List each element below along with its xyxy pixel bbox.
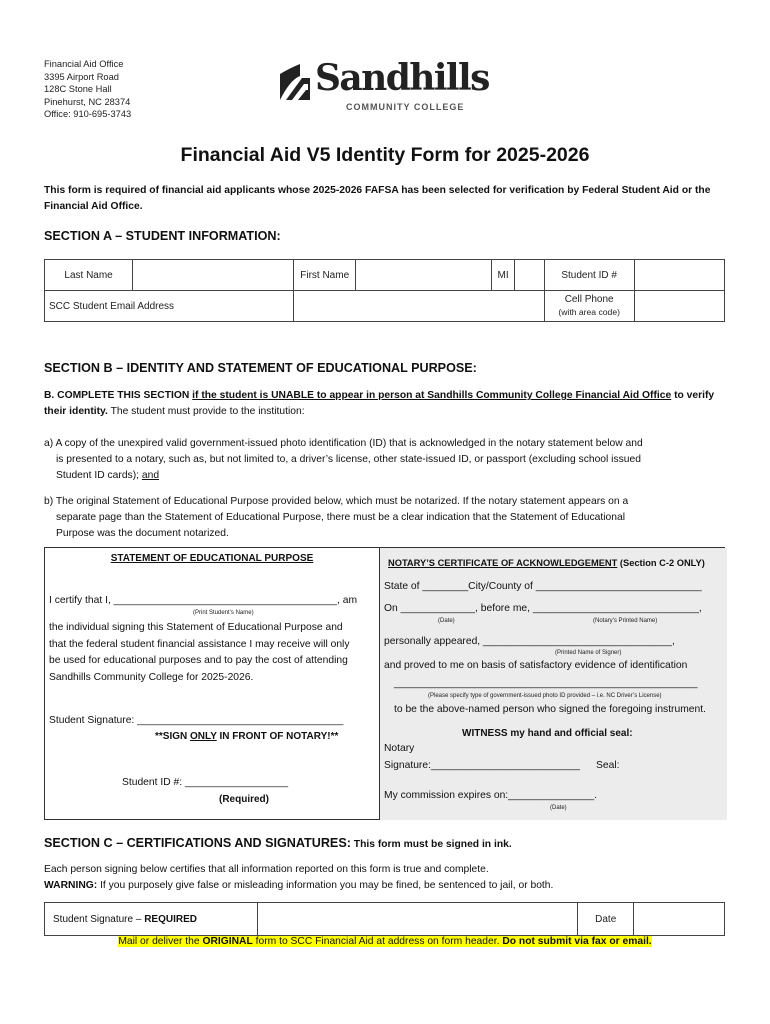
statement-line: the individual signing this Statement of Educational Purpose and — [49, 622, 343, 633]
cell-phone-label — [544, 291, 634, 322]
address-line: 3395 Airport Road — [44, 71, 119, 82]
student-id-line[interactable]: Student ID #: __________________ — [122, 777, 289, 788]
footer-no-fax: Do not submit via fax or email. — [502, 936, 652, 947]
mi-field[interactable] — [515, 260, 544, 291]
statement-line: be used for educational purposes and to pay the cost of attending — [49, 655, 348, 666]
signer-note: (Printed Name of Signer) — [555, 650, 622, 656]
email-field[interactable] — [294, 291, 544, 322]
notary-label: Notary — [384, 743, 415, 754]
footer-middle: form to SCC Financial Aid at address on form header. — [252, 936, 503, 947]
student-id-label: Student ID # — [544, 260, 634, 291]
address-line: 128C Stone Hall — [44, 84, 112, 94]
certify-text: Each person signing below certifies that all information reported on this form is true and complete. — [44, 864, 489, 875]
appeared-line[interactable]: personally appeared, _________________________________, — [384, 636, 675, 647]
last-name-field[interactable] — [133, 260, 294, 291]
email-label-text: SCC Student Email Address — [49, 300, 175, 312]
commission-date-note: (Date) — [550, 805, 567, 811]
first-name-label: First Name — [294, 260, 356, 291]
signature-label-cell — [45, 903, 258, 936]
section-c-heading — [44, 836, 512, 850]
warning-text: If you purposely give false or misleading information you may be fined, be sentenced to jail, or both. — [97, 880, 554, 891]
cell-phone-note: (with area code) — [558, 307, 620, 317]
logo-subtitle: COMMUNITY COLLEGE — [346, 102, 465, 112]
notary-heading-suffix: (Section C-2 ONLY) — [617, 558, 705, 568]
cell-phone-label-text: Cell Phone — [564, 294, 614, 305]
item-a-line: is presented to a notary, such as, but not limited to, a driver’s license, other state-issued ID, or passport (excluding school issued — [56, 454, 641, 465]
state-county-line[interactable]: State of ________City/County of _____________________________ — [384, 581, 702, 592]
footer-prefix: Mail or deliver the — [118, 936, 203, 947]
notary-heading — [388, 558, 705, 568]
section-b-heading: SECTION B – IDENTITY AND STATEMENT OF EDUCATIONAL PURPOSE: — [44, 361, 477, 375]
last-name-label: Last Name — [45, 260, 133, 291]
instr-tail: The student must provide to the institution: — [107, 406, 305, 417]
statement-heading — [45, 553, 379, 564]
sign-prefix: **SIGN — [155, 731, 191, 742]
footer-highlight — [118, 936, 651, 947]
item-a-line: a) A copy of the unexpired valid government-issued photo identification (ID) that is acknowledged in the notary statement below and — [44, 438, 643, 449]
warning-label: WARNING: — [44, 880, 98, 891]
address-line: Pinehurst, NC 28374 — [44, 96, 131, 107]
proved-line: and proved to me on basis of satisfactory evidence of identification — [384, 660, 688, 671]
college-logo — [278, 57, 498, 116]
section-c-note: This form must be signed in ink. — [350, 839, 512, 850]
required-note: (Required) — [219, 794, 269, 805]
student-id-field[interactable] — [634, 260, 724, 291]
statement-notary-box — [44, 547, 725, 820]
signature-table — [44, 902, 725, 936]
cell-phone-field[interactable] — [634, 291, 724, 322]
date-label: Date — [578, 903, 634, 936]
witness-line: WITNESS my hand and official seal: — [462, 728, 633, 739]
sandhills-logo-icon — [278, 64, 312, 102]
email-label — [45, 291, 294, 322]
statement-line: Sandhills Community College for 2025-2026. — [49, 671, 254, 683]
section-c-heading-text: SECTION C – CERTIFICATIONS AND SIGNATURES: — [44, 836, 351, 850]
student-signature-line[interactable]: Student Signature: ____________________________________ — [49, 715, 344, 726]
notary-section — [379, 548, 727, 820]
notary-signature-line[interactable]: Signature:__________________________ — [384, 760, 580, 771]
sign-only: ONLY — [190, 731, 217, 742]
section-a-heading: SECTION A – STUDENT INFORMATION: — [44, 229, 281, 243]
date-field[interactable] — [634, 903, 725, 936]
address-line: Office: 910-695-3743 — [44, 109, 132, 119]
item-b-line: Purpose was the document notarized. — [56, 528, 229, 539]
certify-line: I certify that I, _______________________________________, am — [49, 595, 358, 606]
signature-label: Student Signature – — [53, 913, 145, 925]
on-date-line[interactable]: On _____________, before me, _____________________________, — [384, 603, 702, 614]
page-title: Financial Aid V5 Identity Form for 2025-2026 — [180, 144, 590, 166]
student-signature-field[interactable] — [258, 903, 578, 936]
footer-note — [0, 936, 770, 947]
date-note: (Date) — [438, 618, 455, 624]
student-info-table — [44, 259, 725, 322]
item-b-line: separate page than the Statement of Educational Purpose, there must be a clear indication that the Statement of Educational — [56, 512, 625, 523]
intro-text: This form is required of financial aid applicants whose 2025-2026 FAFSA has been selected for verification by Federal Student Aid or the Financial Aid Office. — [44, 185, 711, 212]
office-address — [44, 58, 131, 121]
commission-line[interactable]: My commission expires on:_______________. — [384, 790, 597, 801]
instr-underlined: if the student is UNABLE to appear in person at Sandhills Community College Financial Aid Office — [192, 390, 672, 401]
item-a-line: Student ID cards); — [56, 470, 142, 481]
seal-label: Seal: — [596, 760, 620, 771]
instr-prefix: B. COMPLETE THIS SECTION — [44, 390, 193, 401]
address-line: Financial Aid Office — [44, 59, 124, 69]
mi-label: MI — [491, 260, 514, 291]
item-b — [44, 494, 734, 542]
sign-notice — [155, 731, 338, 742]
signature-required: REQUIRED — [144, 913, 197, 925]
id-type-note: (Please specify type of government-issued photo ID provided – i.e. NC Driver’s License) — [428, 693, 662, 699]
section-b-instructions — [44, 388, 734, 420]
instr-suffix: to verify their identity. — [44, 390, 715, 417]
footer-original: ORIGINAL — [202, 936, 253, 947]
section-c-text — [44, 862, 734, 894]
statement-line: that the federal student financial assistance I may receive will only — [49, 638, 350, 650]
item-a — [44, 436, 734, 484]
notary-name-note: (Notary’s Printed Name) — [593, 618, 658, 624]
named-person-line: to be the above-named person who signed the foregoing instrument. — [394, 704, 706, 715]
sign-suffix: IN FRONT OF NOTARY!** — [216, 731, 339, 742]
notary-heading-text: NOTARY’S CERTIFICATE OF ACKNOWLEDGEMENT — [388, 558, 618, 568]
item-a-and: and — [141, 470, 160, 481]
item-b-line: b) The original Statement of Educational Purpose provided below, which must be notarized. If the notary statement appears on a — [44, 496, 629, 507]
print-name-note: (Print Student’s Name) — [193, 610, 254, 616]
logo-name: Sandhills — [315, 57, 489, 99]
id-type-line[interactable]: _____________________________________________________ — [394, 678, 698, 689]
first-name-field[interactable] — [356, 260, 492, 291]
statement-body — [49, 620, 349, 686]
statement-heading-text: STATEMENT OF EDUCATIONAL PURPOSE — [110, 553, 314, 564]
